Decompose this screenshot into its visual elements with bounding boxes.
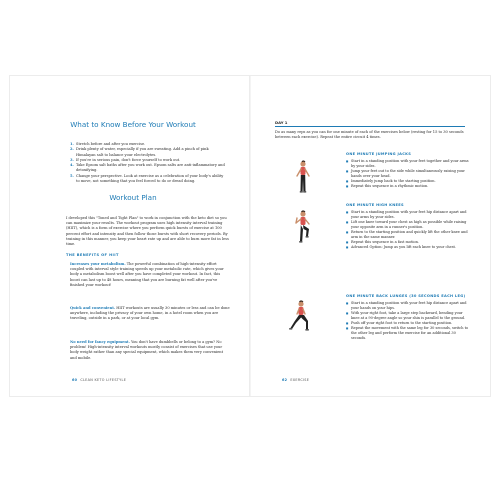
list-item: ■ Immediately jump back to the starting position. (346, 179, 470, 184)
list-item: ■ Return to the starting position and quickly lift the other knee and arm in the same manner. (346, 230, 470, 240)
page-number: 62 (282, 378, 288, 382)
list-item: ■ With your right foot, take a large step backward, bending your knee at a 90-degree angle so your shin is parallel to the ground. (346, 311, 470, 321)
list-item: 4. Take Epsom salt baths after you work out. Epsom salts are anti-inflammatory and detoxifying. (70, 163, 225, 173)
right-page-footer (282, 378, 309, 382)
day-intro: Do as many reps as you can for one minute of each of the exercises below (resting for 15 to 30 seconds between each exercise). Repeat the entire circuit 4 times. (275, 130, 464, 140)
right-page (250, 76, 490, 396)
list-item: ■ Push off your right foot to return to the starting position. (346, 321, 470, 326)
page-number: 60 (72, 378, 78, 382)
plan-intro-paragraph: I developed this "Toned and Tight Plan" to work in conjunction with the keto diet so you can maximize your results. The workout program uses high intensity interval training (HIIT), which is a form of exercise where you perform quick bursts of exercise at 100 percent effort and intensity and then follow those bursts with short recovery periods. By training in this manner, you keep your heart rate up and are able to burn more fat in less time. (66, 216, 229, 247)
jumping-jacks-figure-icon (290, 160, 316, 196)
exercise-steps (346, 301, 470, 341)
left-page-footer (72, 378, 126, 382)
day-divider (275, 126, 465, 127)
list-item: ■ Advanced Option: Jump as you lift each knee to your chest. (346, 245, 470, 250)
list-item: ■ Start in a standing position with your feet hip distance apart and your hands on your hips. (346, 301, 470, 311)
left-page (10, 76, 250, 396)
running-title: CLEAN KETO LIFESTYLE (80, 378, 127, 382)
list-item: ■ Start in a standing position with your feet hip distance apart and your arms by your sides. (346, 210, 470, 220)
list-item: 5. Change your perspective. Look at exercise as a celebration of your body's ability to move, not something that you feel forced to do or dread doing. (70, 173, 224, 184)
exercise-title: ONE MINUTE HIGH KNEES (346, 203, 404, 207)
heading-workout-plan: Workout Plan (109, 193, 157, 202)
exercise-steps (346, 159, 470, 189)
running-title: EXERCISE (290, 378, 310, 382)
list-item: ■ Jump your feet out to the side while simultaneously raising your hands over your head. (346, 169, 470, 179)
heading-before-workout: What to Know Before Your Workout (70, 120, 196, 129)
back-lunge-figure-icon (284, 298, 320, 334)
list-item: ■ Repeat the movement with the same leg for 30 seconds, switch to the other leg and perform the exercise for an additional 30 seconds. (346, 326, 470, 341)
list-item: ■ Repeat this sequence in a rhythmic motion. (346, 184, 470, 189)
benefit-paragraph: Quick and convenient. HIIT workouts are usually 30 minutes or less and can be done anywhere, including the privacy of your own home, in a hotel room when you are traveling, outside in a park, or at your local gym. (70, 306, 230, 321)
list-item: ■ Repeat this sequence in a fast motion. (346, 240, 470, 245)
list-item: 2. Drink plenty of water, especially if you are sweating. Add a pinch of pink Himalayan salt to balance your electrolytes. (70, 147, 209, 157)
list-item: ■ Lift one knee toward your chest as high as possible while raising your opposite arm in a runner's position. (346, 220, 470, 230)
exercise-steps (346, 210, 470, 250)
exercise-title: ONE MINUTE JUMPING JACKS (346, 152, 412, 156)
list-item: 1. Stretch before and after you exercise. (70, 142, 146, 146)
benefit-paragraph: Increases your metabolism. The powerful combination of high-intensity effort coupled with interval style training speeds up your metabolic rate, which gives your body a metabolism boost well after you have completed your workout. In fact, this boost can last up to 48 hours, meaning that you are burning fat well after you've finished your workout! (70, 262, 224, 287)
exercise-title: ONE MINUTE BACK LUNGES (30 SECONDS EACH LEG) (346, 294, 466, 298)
list-item: ■ Start in a standing position with your feet together and your arms by your sides. (346, 159, 470, 169)
page-gutter (249, 76, 251, 396)
day-label: DAY 1 (275, 120, 288, 125)
benefits-heading: THE BENEFITS OF HIIT (66, 253, 119, 257)
benefit-paragraph: No need for fancy equipment. You don't have dumbbells or belong to a gym? No problem! High-intensity interval workouts mostly consist of exercises that use your body weight rather than any special equipment, which makes them very convenient and mobile. (70, 340, 224, 360)
before-workout-list (70, 142, 225, 184)
high-knees-figure-icon (288, 210, 318, 246)
list-item: 3. If you're in serious pain, don't force yourself to work out. (70, 157, 181, 162)
